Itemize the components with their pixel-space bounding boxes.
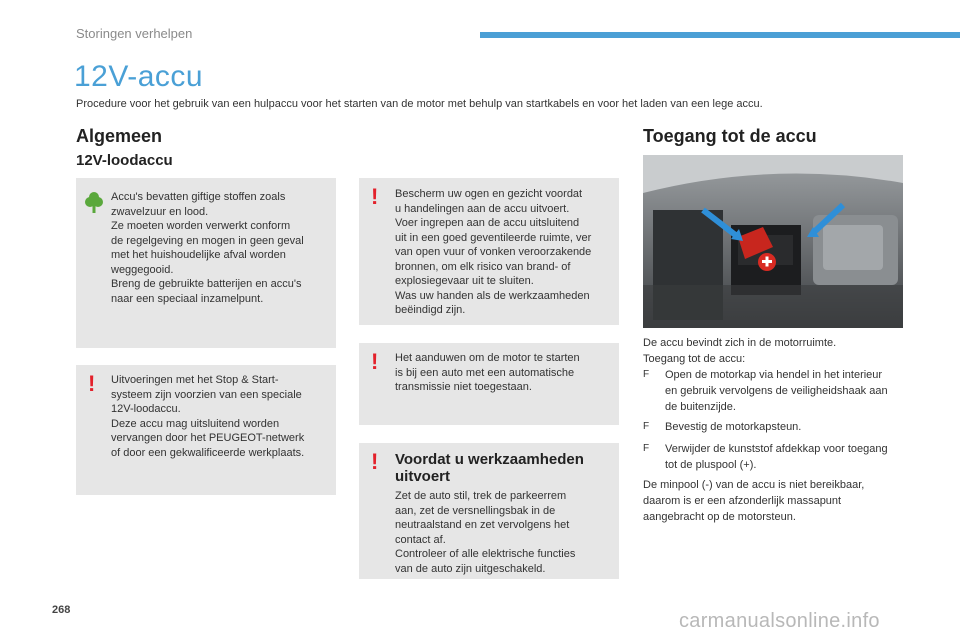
battery-location-text: De accu bevindt zich in de motorruimte.	[643, 337, 837, 349]
safety-warning-box	[359, 178, 619, 325]
warning-icon: !	[88, 371, 96, 396]
push-start-warning-box	[359, 343, 619, 425]
stop-start-warning-text: Uitvoeringen met het Stop & Start- systeem zijn voorzien van een speciale 12V-loodaccu. Deze accu mag uitsluitend worden vervangen door het PEUGEOT-netwerk of door een gekwalificeerde werkplaats.	[111, 374, 305, 459]
list-item: F Bevestig de motorkapsteun.	[643, 421, 802, 433]
warning-icon: !	[371, 449, 379, 474]
stop-start-warning-box	[76, 365, 336, 495]
before-work-title: Voordat u werkzaamheden uitvoert	[395, 451, 584, 485]
eco-info-text: Accu's bevatten giftige stoffen zoals zwavelzuur en lood. Ze moeten worden verwerkt conform de regelgeving en mogen in geen geval met het huishoudelijke afval worden weggegooid. Breng de gebruikte batterijen en accu's naar een speciaal inzamelpunt.	[111, 191, 304, 305]
negative-terminal-note: De minpool (-) van de accu is niet bereikbaar, daarom is er een afzonderlijk massapunt aangebracht op de motorsteun.	[643, 479, 865, 523]
access-steps-list	[643, 367, 893, 477]
access-label: Toegang tot de accu:	[643, 353, 746, 365]
subheading-lead-battery: 12V-loodaccu	[76, 152, 173, 169]
before-work-text: Zet de auto stil, trek de parkeerrem aan, zet de versnellingsbak in de neutraalstand en zet vervolgens het contact af. Controleer of alle elektrische functies van de auto zijn uitgeschakeld.	[395, 490, 576, 575]
bullet-icon: F	[643, 443, 650, 454]
list-item: F Verwijder de kunststof afdekkap voor toegang tot de pluspool (+).	[643, 443, 888, 471]
header-accent-bar	[480, 32, 960, 38]
heading-battery-access: Toegang tot de accu	[643, 126, 817, 146]
intro-text: Procedure voor het gebruik van een hulpaccu voor het starten van de motor met behulp van startkabels en voor het laden van een lege accu.	[76, 98, 763, 110]
eco-info-box	[76, 178, 336, 348]
warning-icon: !	[371, 349, 379, 374]
warning-icon: !	[371, 184, 379, 209]
list-item: F Open de motorkap via hendel in het interieur en gebruik vervolgens de veiligheidshaak aan de buitenzijde.	[643, 369, 888, 413]
heading-general: Algemeen	[76, 126, 163, 146]
bullet-icon: F	[643, 369, 650, 380]
tree-icon	[84, 190, 104, 219]
page-title: 12V-accu	[74, 60, 204, 93]
before-work-box	[359, 443, 619, 579]
safety-warning-text: Bescherm uw ogen en gezicht voordat u handelingen aan de accu uitvoert. Voer ingrepen aan de accu uitsluitend uit in een goed geventileerde ruimte, ver van open vuur of vonken veroorzakende bronnen, om elk risico van brand- of explosiegevaar uit te sluiten. Was uw handen als de werkzaamheden beëindigd zijn.	[395, 188, 592, 316]
engine-bay-photo	[643, 155, 903, 328]
watermark: carmanualsonline.info	[679, 610, 880, 632]
push-start-warning-text: Het aanduwen om de motor te starten is bij een auto met een automatische transmissie niet toegestaan.	[395, 352, 580, 393]
section-header: Storingen verhelpen	[76, 26, 193, 41]
page-number: 268	[52, 604, 71, 616]
bullet-icon: F	[643, 421, 650, 432]
